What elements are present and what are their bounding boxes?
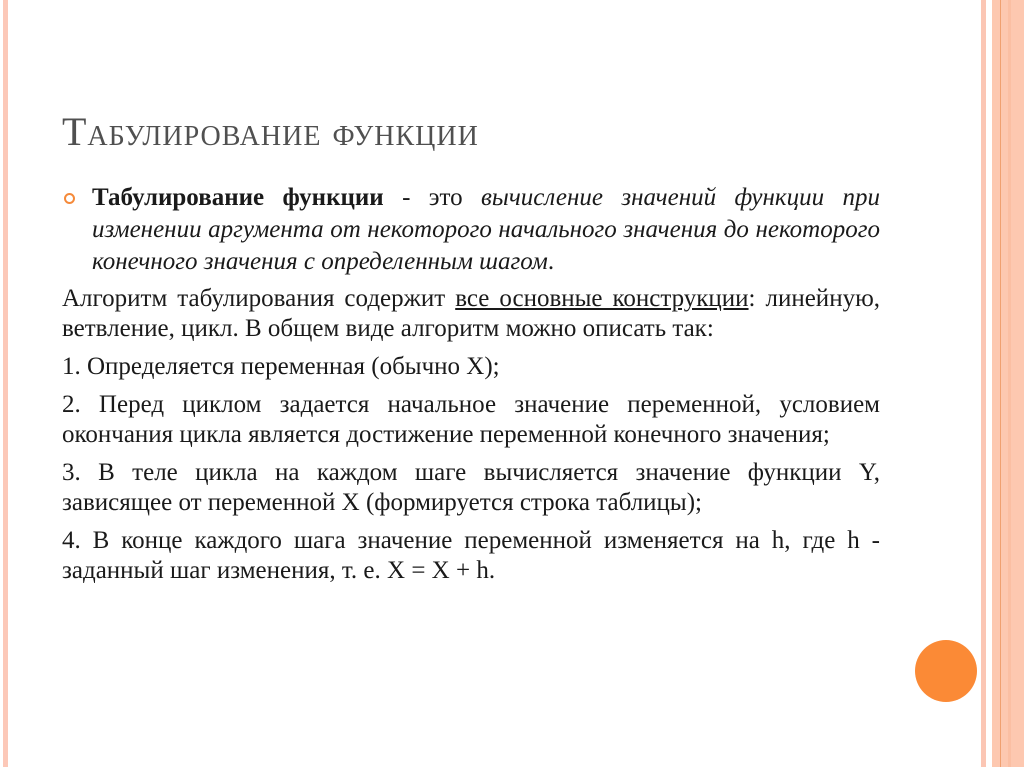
bullet-icon [64,193,75,204]
step-3: 3. В теле цикла на каждом шаге вычисляется значение функции Y, зависящее от переменной X (формируется строка таблицы); [62,459,880,516]
step-4: 4. В конце каждого шага значение переменной изменяется на h, где h - заданный шаг изменения, т. е. X = X + h. [62,527,880,584]
slide-title: Табулирование функции [62,109,479,154]
dash: - это [383,184,482,211]
intro-paragraph [62,284,880,344]
intro-text: Алгоритм табулирования содержит [62,285,456,312]
decorative-circle [915,640,977,702]
right-border-line [1000,0,1001,767]
intro-text-end: : линейную, ветвление, цикл. В общем виде алгоритм можно описать так: [62,285,880,342]
slide-body [62,182,880,586]
right-border-line [1008,0,1011,767]
period: . [547,248,555,275]
step-2: 2. Перед циклом задается начальное значение переменной, условием окончания цикла является достижение переменной конечного значения; [62,391,880,448]
definition-bullet [62,182,880,278]
term: Табулирование функции [92,184,384,211]
definition: вычисление значений функции при изменении аргумента от некоторого начального значения до некоторого конечного значения с определенным шагом [92,184,880,275]
right-border-stripe [981,0,986,767]
step-1: 1. Определяется переменная (обычно X); [62,353,500,380]
left-border-stripe [3,0,8,767]
underlined-text: все основные конструкции [455,285,749,312]
